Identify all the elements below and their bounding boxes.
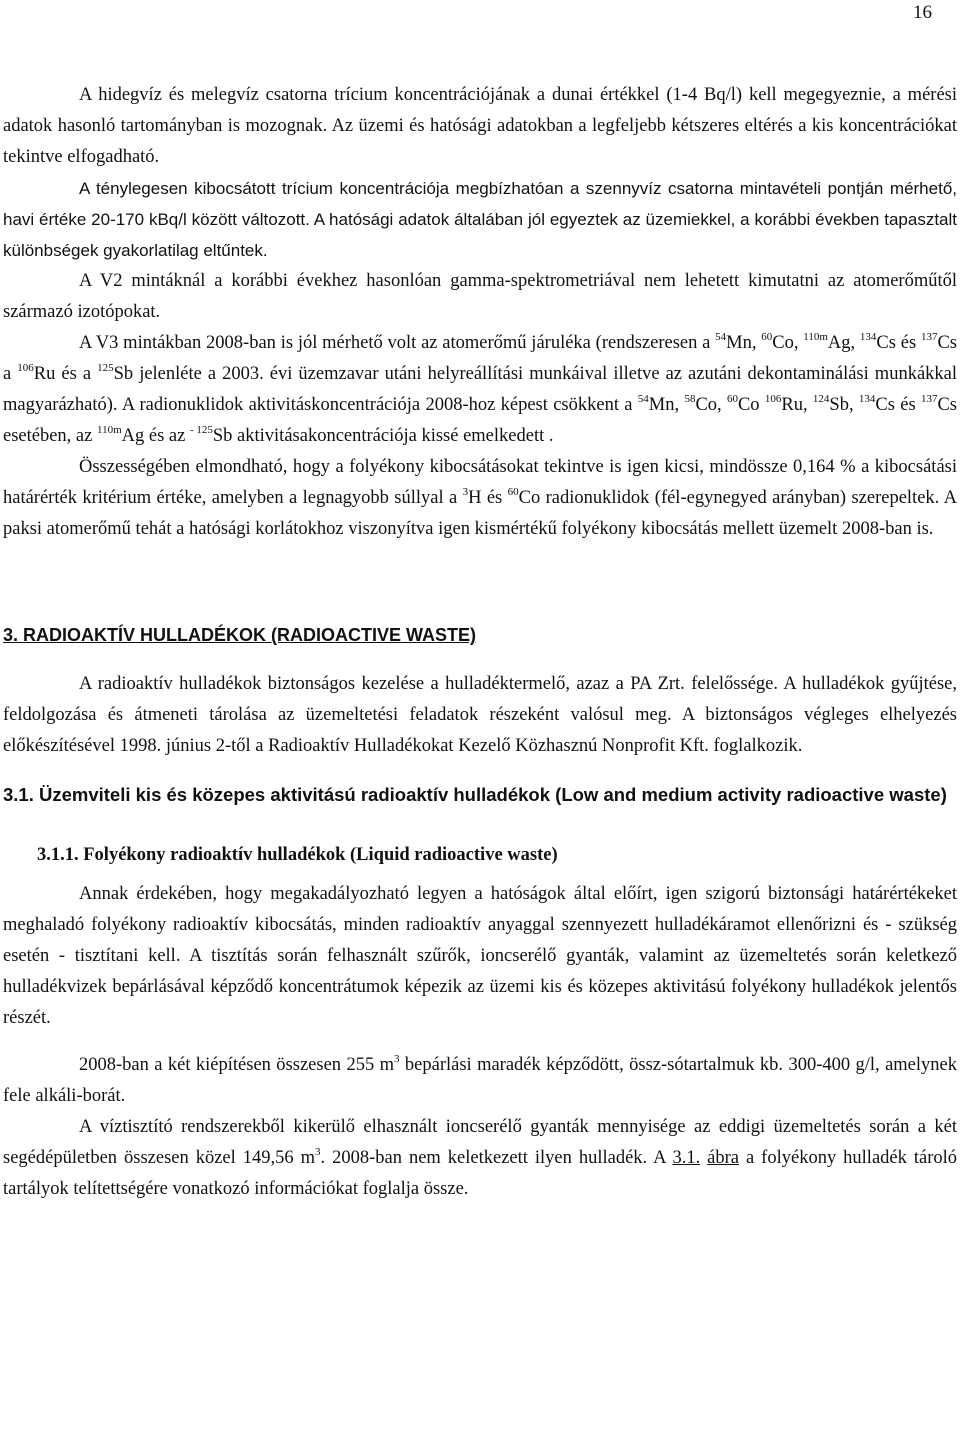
- section-heading-low-medium-waste: 3.1. Üzemviteli kis és közepes aktivitású radioaktív hulladékok (Low and medium activity radioactive waste): [3, 784, 947, 805]
- page-number: 16: [913, 2, 932, 23]
- paragraph-summary: Összességében elmondható, hogy a folyékony kibocsátásokat tekintve is igen kicsi, mindössze 0,164 % a kibocsátási határérték kritérium értéke, amelyben a legnagyobb súllyal a $^3$H és $^{60}$Co radionuklidok (fél-egynegyed arányban) szerepeltek. A paksi atomerőmű tehát a hatósági korlátokhoz viszonyítva igen kismértékű folyékony kibocsátás mellett üzemelt 2008-ban is.: [3, 457, 957, 539]
- paragraph-evaporation-residue: 2008-ban a két kiépítésen összesen 255 $m^3$ bepárlási maradék képződött, össz-sótartalmuk kb. 300-400 g/l, amelynek fele alkáli-borát.: [3, 1053, 957, 1106]
- figure-reference-link[interactable]: 3.1.: [672, 1148, 701, 1168]
- paragraph-tritium-comparison: A hidegvíz és melegvíz csatorna trícium koncentrációjának a dunai értékkel (1-4 Bq/l) kell megegyeznie, a mérési adatok hasonló tartományban is mozognak. Az üzemi és hatósági adatokban a legfeljebb kétszeres eltérés a kis koncentrációkat tekintve elfogadható.: [3, 85, 957, 167]
- paragraph-tritium-emission: A ténylegesen kibocsátott trícium koncentrációja megbízhatóan a szennyvíz csatorna mintavételi pontján mérhető, havi értéke 20-170 kBq/l között változott. A hatósági adatok általában jól egyeztek az üzemiekkel, a korábbi években tapasztalt különbségek gyakorlatilag eltűntek.: [3, 179, 958, 260]
- figure-reference-link-label[interactable]: ábra: [707, 1148, 740, 1168]
- paragraph-waste-responsibility: A radioaktív hulladékok biztonságos kezelése a hulladéktermelő, azaz a PA Zrt. felelőssége. A hulladékok gyűjtése, feldolgozása és átmeneti tárolása az üzemeltetési feladatok részeként valósul meg. A biztonságos végleges elhelyezés előkészítésével 1998. június 2-től a Radioaktív Hulladékokat Kezelő Közhasznú Nonprofit Kft. foglalkozik.: [3, 674, 957, 756]
- paragraph-v3-samples: A V3 mintákban 2008-ban is jól mérhető volt az atomerőmű járuléka (rendszeresen a $^{54}$Mn, $^{60}$Co, $^{110m}$Ag, $^{134}$Cs és $^{137}$Cs a $^{106}$Ru és a $^{125}$Sb jelenléte a 2003. évi üzemzavar utáni helyreállítási munkáival illetve az azutáni dekontaminálási munkákkal magyarázható). A radionuklidok aktivitáskoncentrációja 2008-hoz képest csökkent a $^{54}$Mn, $^{58}$Co, $^{60}$Co $^{106}$Ru, $^{124}$Sb, $^{134}$Cs és $^{137}$Cs esetében, az $^{110m}$Ag és az $^{- 125}$Sb aktivitásakoncentrációja kissé emelkedett .: [3, 331, 958, 446]
- page-content: [3, 80, 957, 1205]
- paragraph-v2-samples: A V2 mintáknál a korábbi évekhez hasonlóan gamma-spektrometriával nem lehetett kimutatni az atomerőműtől származó izotópokat.: [3, 271, 957, 322]
- paragraph-ion-exchange-resins: A víztisztító rendszerekből kikerülő elhasznált ioncserélő gyanták mennyisége az eddigi üzemeltetés során a két segédépületben összesen közel 149,56 $m^3$. 2008-ban nem keletkezett ilyen hulladék. A 3.1. ábra a folyékony hulladék tároló tartályok telítettségére vonatkozó információkat foglalja össze.: [3, 1117, 957, 1199]
- section-heading-liquid-waste: 3.1.1. Folyékony radioaktív hulladékok (Liquid radioactive waste): [37, 845, 558, 865]
- section-heading-radioactive-waste: 3. RADIOAKTÍV HULLADÉKOK (RADIOACTIVE WASTE): [3, 625, 477, 645]
- paragraph-liquid-waste-control: Annak érdekében, hogy megakadályozható legyen a hatóságok által előírt, igen szigorú biztonsági határértékeket meghaladó folyékony radioaktív kibocsátás, minden radioaktív anyaggal szennyezett hulladékáramot ellenőrizni és - szükség esetén - tisztítani kell. A tisztítás során felhasznált szűrők, ioncserélő gyanták, valamint az üzemeltetés során keletkező hulladékvizek bepárlásával képződő koncentrátumok képezik az üzemi kis és közepes aktivitású folyékony hulladékok jelentős részét.: [3, 884, 957, 1028]
